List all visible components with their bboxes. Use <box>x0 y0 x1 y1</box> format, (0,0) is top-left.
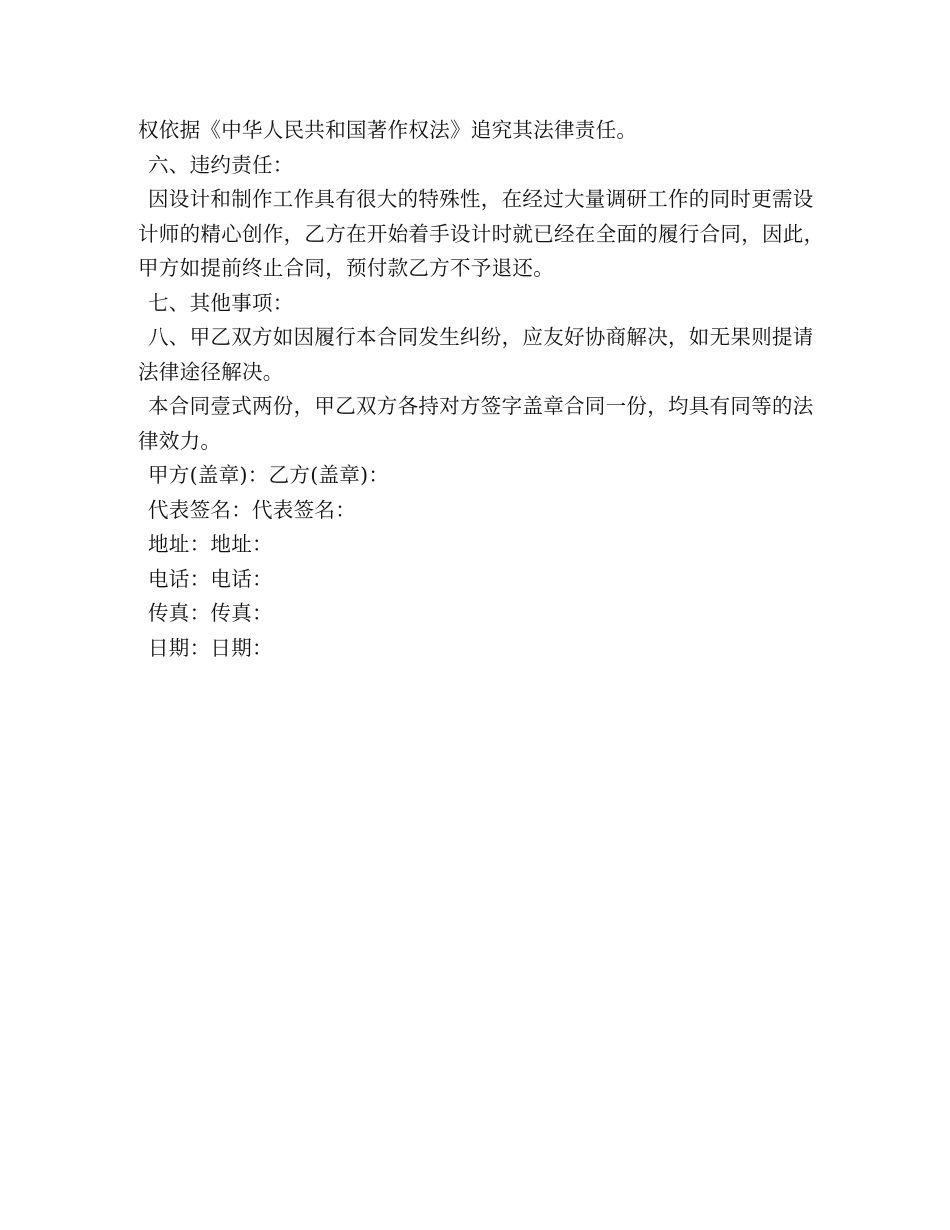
signature-line-address: 地址：地址： <box>148 532 273 556</box>
section-heading-breach: 六、违约责任： <box>148 152 294 177</box>
signature-line-phone: 电话：电话： <box>148 566 273 591</box>
document-body <box>138 113 828 665</box>
signature-block <box>138 458 828 665</box>
signature-line-representative: 代表签名：代表签名： <box>148 497 356 522</box>
paragraph-copies: 本合同壹式两份，甲乙双方各持对方签字盖章合同一份，均具有同等的法律效力。 <box>138 394 814 453</box>
signature-line-seal: 甲方(盖章)：乙方(盖章)： <box>148 463 390 487</box>
section-heading-other: 七、其他事项： <box>148 290 294 315</box>
paragraph-continuation: 权依据《中华人民共和国著作权法》追究其法律责任。 <box>138 118 638 142</box>
paragraph-breach-terms: 因设计和制作工作具有很大的特殊性，在经过大量调研工作的同时更需设计师的精心创作，乙方在开始着手设计时就已经在全面的履行合同，因此，甲方如提前终止合同，预付款乙方不予退还。 <box>138 187 825 280</box>
paragraph-dispute: 八、甲乙双方如因履行本合同发生纠纷，应友好协商解决，如无果则提请法律途径解决。 <box>138 325 814 384</box>
signature-line-date: 日期：日期： <box>148 635 273 660</box>
signature-line-fax: 传真：传真： <box>148 601 273 625</box>
